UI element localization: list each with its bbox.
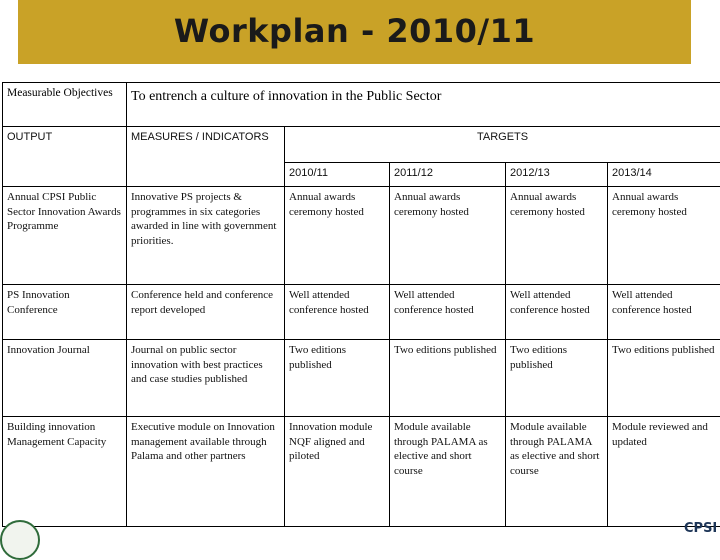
target-cell: Annual awards ceremony hosted — [506, 187, 608, 285]
target-cell: Well attended conference hosted — [285, 285, 390, 340]
header-row — [3, 127, 720, 163]
target-cell: Two editions published — [285, 340, 390, 417]
objectives-label: Measurable Objectives — [3, 83, 127, 127]
measure-cell: Journal on public sector innovation with best practices and case studies published — [127, 340, 285, 417]
target-cell: Annual awards ceremony hosted — [390, 187, 506, 285]
table-row — [3, 285, 720, 340]
target-cell: Well attended conference hosted — [506, 285, 608, 340]
measure-cell: Innovative PS projects & programmes in six categories awarded in line with government priorities. — [127, 187, 285, 285]
page-title: Workplan - 2010/11 — [18, 12, 691, 50]
title-banner — [18, 0, 691, 64]
target-cell: Well attended conference hosted — [390, 285, 506, 340]
cpsi-logo: CPSI — [684, 522, 720, 540]
target-cell: Two editions published — [608, 340, 720, 417]
table-row — [3, 340, 720, 417]
target-cell: Two editions published — [390, 340, 506, 417]
targets-header: TARGETS — [285, 127, 720, 163]
target-cell: Module available through PALAMA as elective and short course — [390, 417, 506, 527]
year-header: 2012/13 — [506, 163, 608, 187]
table-row — [3, 417, 720, 527]
target-cell: Innovation module NQF aligned and piloted — [285, 417, 390, 527]
output-cell: Innovation Journal — [3, 340, 127, 417]
target-cell: Well attended conference hosted — [608, 285, 720, 340]
measure-cell: Conference held and conference report developed — [127, 285, 285, 340]
objectives-row — [3, 83, 720, 127]
year-header: 2013/14 — [608, 163, 720, 187]
output-cell: PS Innovation Conference — [3, 285, 127, 340]
output-cell: Annual CPSI Public Sector Innovation Awards Programme — [3, 187, 127, 285]
year-header: 2010/11 — [285, 163, 390, 187]
year-header: 2011/12 — [390, 163, 506, 187]
target-cell: Module available through PALAMA as elective and short course — [506, 417, 608, 527]
coat-of-arms-logo — [0, 520, 40, 560]
target-cell: Two editions published — [506, 340, 608, 417]
workplan-table — [2, 82, 720, 527]
target-cell: Annual awards ceremony hosted — [608, 187, 720, 285]
table-row — [3, 187, 720, 285]
target-cell: Module reviewed and updated — [608, 417, 720, 527]
output-header: OUTPUT — [3, 127, 127, 187]
output-cell: Building innovation Management Capacity — [3, 417, 127, 527]
measure-cell: Executive module on Innovation management available through Palama and other partners — [127, 417, 285, 527]
objectives-value: To entrench a culture of innovation in the Public Sector — [127, 83, 720, 127]
target-cell: Annual awards ceremony hosted — [285, 187, 390, 285]
measures-header: MEASURES / INDICATORS — [127, 127, 285, 187]
